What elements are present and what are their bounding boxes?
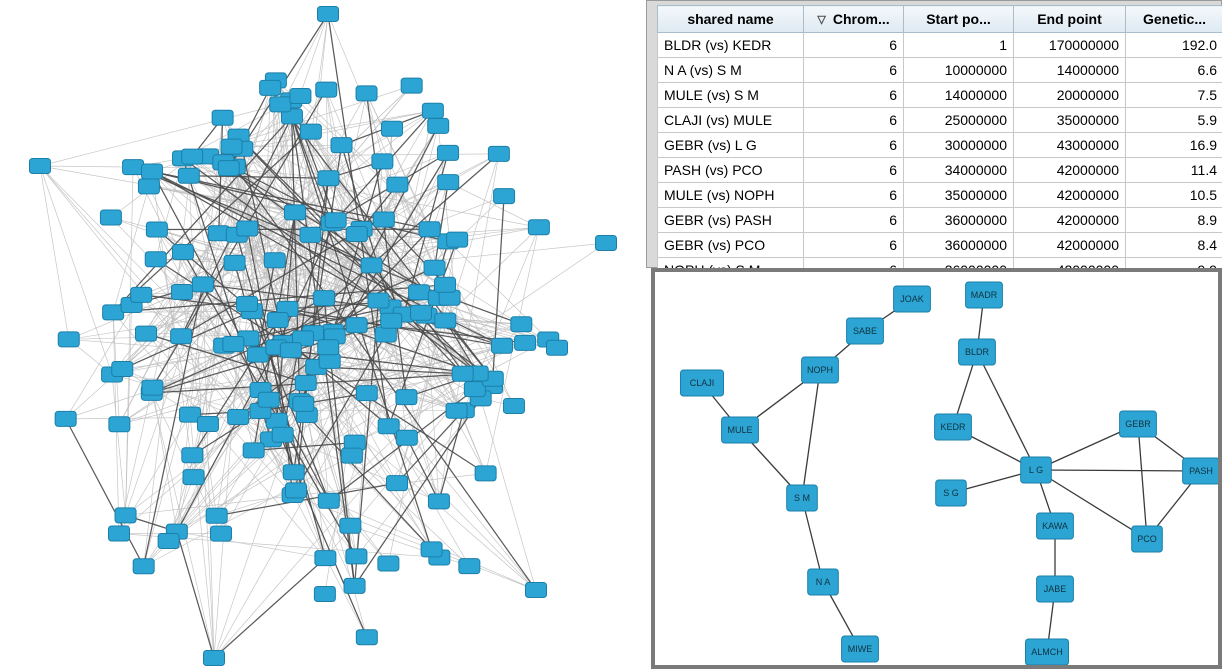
graph-node-122[interactable] <box>272 427 293 442</box>
table-cell-chrom[interactable]: 6 <box>804 133 904 158</box>
graph-node-22[interactable] <box>378 419 399 434</box>
graph-node-76[interactable] <box>290 89 311 104</box>
graph-node-146[interactable] <box>178 168 199 183</box>
graph-node-43[interactable] <box>223 337 244 352</box>
table-cell-end[interactable]: 43000000 <box>1014 133 1126 158</box>
node-label: PCO <box>1137 533 1157 544</box>
edge <box>66 419 144 566</box>
graph-node-4[interactable] <box>526 583 547 598</box>
graph-node-39[interactable] <box>319 353 340 368</box>
table-cell-name[interactable]: PASH (vs) PCO <box>658 158 804 183</box>
table-cell-chrom[interactable]: 6 <box>804 183 904 208</box>
node-label: MULE <box>727 424 753 435</box>
node-label: JOAK <box>900 293 924 304</box>
graph-node-132[interactable] <box>146 222 167 237</box>
graph-node-114[interactable] <box>368 293 389 308</box>
graph-node-65[interactable] <box>488 146 509 161</box>
subnetwork-nodes[interactable] <box>681 282 1219 665</box>
graph-node-115[interactable] <box>318 171 339 186</box>
overview-nodes[interactable] <box>30 7 617 666</box>
edge <box>350 526 469 566</box>
graph-node-109[interactable] <box>243 443 264 458</box>
graph-node-163[interactable] <box>318 340 339 355</box>
graph-node-29[interactable] <box>438 145 459 160</box>
graph-node-100[interactable] <box>372 154 393 169</box>
graph-node-9[interactable] <box>340 518 361 533</box>
table-row[interactable] <box>658 158 1222 183</box>
graph-node-125[interactable] <box>410 305 431 320</box>
table-cell-end[interactable]: 42000000 <box>1014 208 1126 233</box>
graph-node-107[interactable] <box>435 277 456 292</box>
graph-node-74[interactable] <box>341 448 362 463</box>
graph-node-1[interactable] <box>30 159 51 174</box>
graph-node-167[interactable] <box>228 410 249 425</box>
graph-node-42[interactable] <box>459 559 480 574</box>
graph-node-126[interactable] <box>381 313 402 328</box>
graph-node-46[interactable] <box>182 149 203 164</box>
filter-icon[interactable]: ▽ <box>817 13 826 26</box>
graph-node-131[interactable] <box>373 212 394 227</box>
table-cell-start[interactable]: 35000000 <box>904 183 1014 208</box>
table-cell-name[interactable]: N A (vs) S M <box>658 58 804 83</box>
graph-node-119[interactable] <box>264 253 285 268</box>
subnetwork-canvas[interactable] <box>655 272 1218 665</box>
table-header-genetic[interactable] <box>1126 6 1222 33</box>
table-header-label: shared name <box>687 11 774 27</box>
graph-node-81[interactable] <box>315 551 336 566</box>
table-cell-end[interactable]: 14000000 <box>1014 58 1126 83</box>
graph-node-40[interactable] <box>356 630 377 645</box>
graph-node-164[interactable] <box>316 82 337 97</box>
table-row[interactable] <box>658 133 1222 158</box>
graph-node-143[interactable] <box>100 210 121 225</box>
node-label: S M <box>793 492 811 503</box>
graph-node-93[interactable] <box>475 466 496 481</box>
table-row[interactable] <box>658 208 1222 233</box>
graph-node-148[interactable] <box>171 329 192 344</box>
table-cell-name[interactable]: GEBR (vs) PCO <box>658 233 804 258</box>
graph-node-41[interactable] <box>212 110 233 125</box>
graph-node-101[interactable] <box>314 291 335 306</box>
table-cell-name[interactable]: GEBR (vs) PASH <box>658 208 804 233</box>
graph-node-53[interactable] <box>300 124 321 139</box>
table-header-row[interactable] <box>658 6 1222 33</box>
edge <box>307 415 440 557</box>
edge <box>144 456 352 567</box>
table-cell-start[interactable]: 1 <box>904 33 1014 58</box>
node-label: KEDR <box>940 421 966 432</box>
graph-node-96[interactable] <box>58 332 79 347</box>
edge <box>1138 424 1147 539</box>
node-label: NOPH <box>806 364 834 375</box>
graph-node-162[interactable] <box>452 366 473 381</box>
node-label: ALMCH <box>1031 646 1063 657</box>
table-header-chrom[interactable] <box>804 6 904 33</box>
table-cell-genetic[interactable]: 16.9 <box>1126 133 1222 158</box>
edge <box>977 352 1036 470</box>
table-cell-start[interactable]: 30000000 <box>904 133 1014 158</box>
graph-node-88[interactable] <box>103 305 124 320</box>
table-cell-start[interactable]: 10000000 <box>904 58 1014 83</box>
table-cell-start[interactable]: 36000000 <box>904 208 1014 233</box>
table-cell-name[interactable]: CLAJI (vs) MULE <box>658 108 804 133</box>
graph-node-161[interactable] <box>421 542 442 557</box>
graph-node-94[interactable] <box>401 78 422 93</box>
graph-node-8[interactable] <box>356 86 377 101</box>
edge <box>177 532 326 558</box>
graph-node-155[interactable] <box>258 392 279 407</box>
graph-node-67[interactable] <box>438 175 459 190</box>
graph-node-103[interactable] <box>115 508 136 523</box>
node-label: N A <box>815 576 831 587</box>
node-label: PASH <box>1189 465 1213 476</box>
table-cell-chrom[interactable]: 6 <box>804 33 904 58</box>
table-row[interactable] <box>658 183 1222 208</box>
node-label: CLAJI <box>689 377 715 388</box>
table-cell-chrom[interactable]: 6 <box>804 108 904 133</box>
graph-node-80[interactable] <box>158 534 179 549</box>
graph-node-140[interactable] <box>221 139 242 154</box>
graph-node-92[interactable] <box>172 244 193 259</box>
node-label: S G <box>943 487 959 498</box>
graph-node-99[interactable] <box>346 227 367 242</box>
graph-node-62[interactable] <box>387 476 408 491</box>
table-row[interactable] <box>658 233 1222 258</box>
graph-node-149[interactable] <box>283 465 304 480</box>
graph-node-97[interactable] <box>237 296 258 311</box>
graph-node-145[interactable] <box>218 161 239 176</box>
table-header-label: End point <box>1037 11 1102 27</box>
node-label: L G <box>1028 464 1044 475</box>
table-cell-start[interactable]: 14000000 <box>904 83 1014 108</box>
graph-node-150[interactable] <box>293 396 314 411</box>
graph-node-130[interactable] <box>344 578 365 593</box>
graph-node-104[interactable] <box>356 386 377 401</box>
subnetwork-panel[interactable] <box>651 268 1222 669</box>
graph-node-6[interactable] <box>108 526 129 541</box>
table-cell-name[interactable]: MULE (vs) NOPH <box>658 183 804 208</box>
graph-node-2[interactable] <box>596 236 617 251</box>
edge-table-panel[interactable] <box>646 0 1222 268</box>
graph-node-156[interactable] <box>131 287 152 302</box>
graph-node-72[interactable] <box>387 177 408 192</box>
graph-node-127[interactable] <box>435 313 456 328</box>
graph-node-152[interactable] <box>511 317 532 332</box>
graph-node-151[interactable] <box>419 222 440 237</box>
graph-node-160[interactable] <box>133 559 154 574</box>
table-cell-end[interactable]: 35000000 <box>1014 108 1126 133</box>
table-cell-end[interactable]: 42000000 <box>1014 158 1126 183</box>
graph-node-89[interactable] <box>428 118 449 133</box>
graph-node-112[interactable] <box>183 470 204 485</box>
graph-node-17[interactable] <box>55 411 76 426</box>
table-cell-name[interactable]: BLDR (vs) KEDR <box>658 33 804 58</box>
graph-node-159[interactable] <box>381 121 402 136</box>
node-label: SABE <box>852 325 878 336</box>
graph-node-86[interactable] <box>300 227 321 242</box>
graph-node-55[interactable] <box>503 398 524 413</box>
node-label: MADR <box>970 289 998 300</box>
graph-node-82[interactable] <box>112 362 133 377</box>
graph-node-23[interactable] <box>331 138 352 153</box>
edge <box>448 182 539 227</box>
graph-node-141[interactable] <box>325 213 346 228</box>
graph-node-45[interactable] <box>211 526 232 541</box>
node-label: GEBR <box>1125 418 1151 429</box>
table-header-label: Start po... <box>926 11 991 27</box>
graph-node-111[interactable] <box>192 277 213 292</box>
graph-node-30[interactable] <box>206 508 227 523</box>
table-row[interactable] <box>658 58 1222 83</box>
graph-node-69[interactable] <box>378 556 399 571</box>
table-cell-genetic[interactable]: 11.4 <box>1126 158 1222 183</box>
graph-node-84[interactable] <box>182 448 203 463</box>
edge <box>112 374 125 515</box>
edge <box>1036 470 1201 471</box>
table-cell-genetic[interactable]: 10.5 <box>1126 183 1222 208</box>
graph-node-154[interactable] <box>396 390 417 405</box>
graph-node-110[interactable] <box>197 417 218 432</box>
table-cell-genetic[interactable]: 192.0 <box>1126 33 1222 58</box>
graph-node-133[interactable] <box>346 318 367 333</box>
table-cell-chrom[interactable]: 6 <box>804 208 904 233</box>
graph-node-139[interactable] <box>142 164 163 179</box>
edge <box>126 167 134 515</box>
graph-node-10[interactable] <box>145 252 166 267</box>
graph-node-3[interactable] <box>204 651 225 666</box>
graph-node-26[interactable] <box>136 326 157 341</box>
table-cell-name[interactable]: MULE (vs) S M <box>658 83 804 108</box>
graph-node-37[interactable] <box>171 285 192 300</box>
table-cell-start[interactable]: 34000000 <box>904 158 1014 183</box>
graph-node-153[interactable] <box>346 549 367 564</box>
graph-node-14[interactable] <box>361 258 382 273</box>
graph-node-95[interactable] <box>528 220 549 235</box>
node-label: KAWA <box>1042 520 1068 531</box>
graph-node-118[interactable] <box>285 483 306 498</box>
table-header-label: Chrom... <box>832 11 890 27</box>
graph-node-91[interactable] <box>491 338 512 353</box>
graph-node-120[interactable] <box>237 221 258 236</box>
graph-node-165[interactable] <box>224 255 245 270</box>
table-row[interactable] <box>658 33 1222 58</box>
table-cell-start[interactable]: 36000000 <box>904 233 1014 258</box>
graph-node-75[interactable] <box>494 189 515 204</box>
table-cell-chrom[interactable]: 6 <box>804 233 904 258</box>
table-header-label: Genetic... <box>1142 11 1207 27</box>
graph-node-142[interactable] <box>547 340 568 355</box>
graph-node-71[interactable] <box>270 97 291 112</box>
graph-node-136[interactable] <box>422 103 443 118</box>
graph-node-13[interactable] <box>409 285 430 300</box>
edge <box>802 370 820 498</box>
table-cell-start[interactable]: 25000000 <box>904 108 1014 133</box>
table-cell-end[interactable]: 170000000 <box>1014 33 1126 58</box>
table-cell-end[interactable]: 42000000 <box>1014 183 1126 208</box>
graph-node-102[interactable] <box>396 430 417 445</box>
edge-table[interactable] <box>657 5 1222 283</box>
edge <box>481 398 536 590</box>
table-cell-end[interactable]: 20000000 <box>1014 83 1126 108</box>
node-label: MIWE <box>847 643 873 654</box>
edge <box>40 166 69 339</box>
graph-node-157[interactable] <box>447 232 468 247</box>
table-cell-genetic[interactable]: 7.5 <box>1126 83 1222 108</box>
table-cell-end[interactable]: 42000000 <box>1014 233 1126 258</box>
graph-node-137[interactable] <box>138 179 159 194</box>
table-header-end[interactable] <box>1014 6 1126 33</box>
graph-node-20[interactable] <box>375 327 396 342</box>
table-cell-genetic[interactable]: 8.9 <box>1126 208 1222 233</box>
table-cell-genetic[interactable]: 5.9 <box>1126 108 1222 133</box>
graph-node-7[interactable] <box>284 205 305 220</box>
table-cell-genetic[interactable]: 8.4 <box>1126 233 1222 258</box>
node-label: BLDR <box>964 346 990 357</box>
graph-node-124[interactable] <box>123 160 144 175</box>
table-header-name[interactable] <box>658 6 804 33</box>
graph-node-47[interactable] <box>260 80 281 95</box>
graph-node-59[interactable] <box>515 335 536 350</box>
graph-node-0[interactable] <box>318 7 339 22</box>
graph-node-63[interactable] <box>318 493 339 508</box>
table-cell-name[interactable]: GEBR (vs) L G <box>658 133 804 158</box>
graph-node-117[interactable] <box>424 260 445 275</box>
table-row[interactable] <box>658 83 1222 108</box>
graph-node-87[interactable] <box>247 347 268 362</box>
table-header-start[interactable] <box>904 6 1014 33</box>
graph-node-79[interactable] <box>446 403 467 418</box>
table-row[interactable] <box>658 108 1222 133</box>
table-cell-chrom[interactable]: 6 <box>804 158 904 183</box>
graph-node-158[interactable] <box>314 586 335 601</box>
graph-node-147[interactable] <box>142 380 163 395</box>
graph-node-116[interactable] <box>295 375 316 390</box>
graph-node-128[interactable] <box>109 417 130 432</box>
subnetwork-edges <box>702 295 1201 652</box>
graph-node-121[interactable] <box>280 343 301 358</box>
table-body[interactable] <box>658 33 1222 283</box>
table-cell-chrom[interactable]: 6 <box>804 83 904 108</box>
table-cell-genetic[interactable]: 6.6 <box>1126 58 1222 83</box>
graph-node-166[interactable] <box>267 312 288 327</box>
graph-node-19[interactable] <box>428 494 449 509</box>
table-cell-chrom[interactable]: 6 <box>804 58 904 83</box>
node-label: JABE <box>1043 583 1067 594</box>
